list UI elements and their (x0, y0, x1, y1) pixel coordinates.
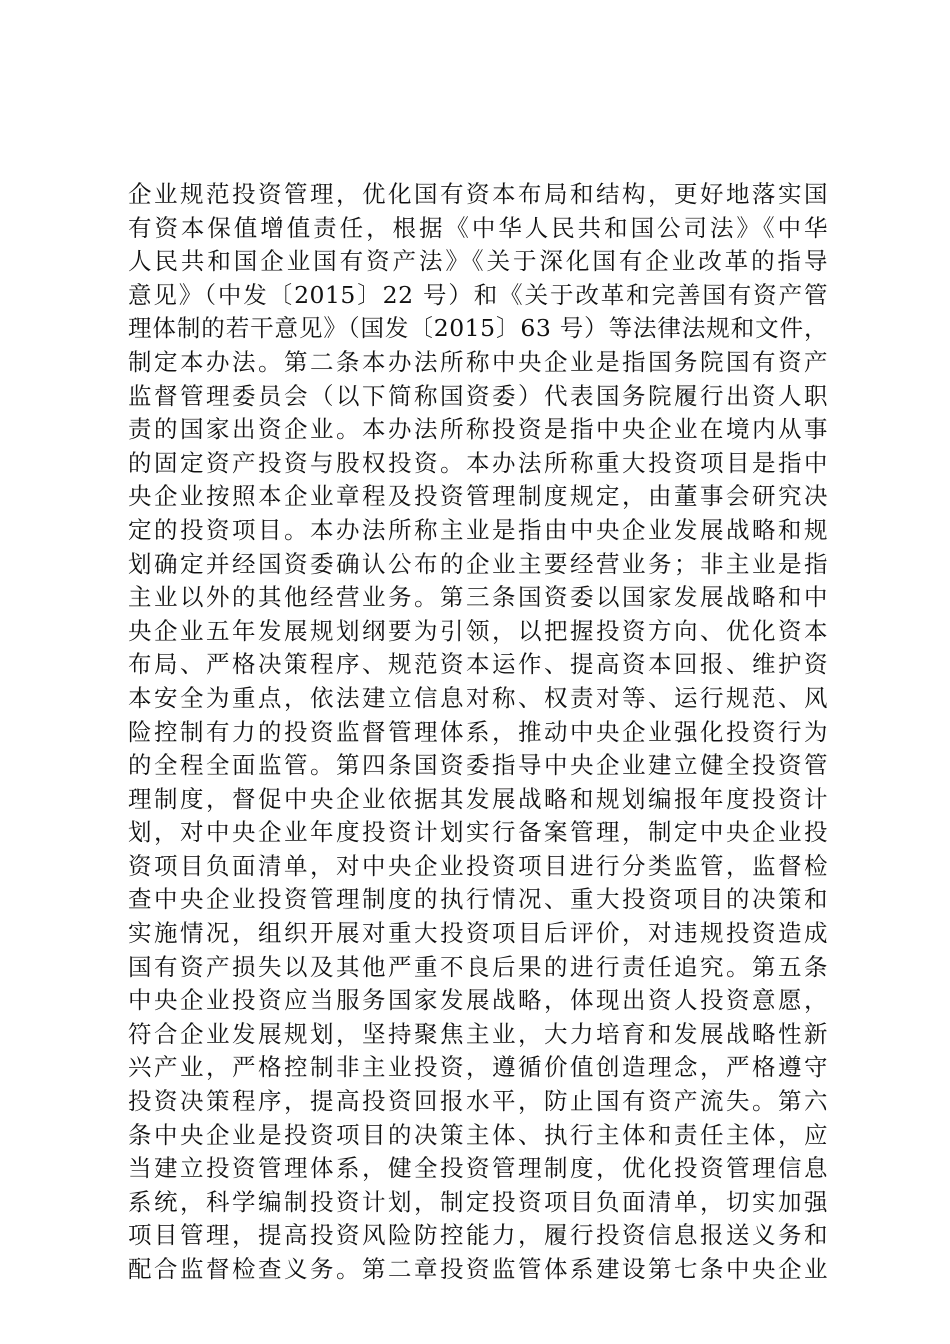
text-line: 配合监督检查义务。第二章投资监管体系建设第七条中央企业 (128, 1255, 828, 1283)
text-line: 符合企业发展规划，坚持聚焦主业，大力培育和发展战略性新 (128, 1019, 828, 1048)
text-line: 意见》（中发〔2015〕22 号）和《关于改革和完善国有资产管 (128, 280, 828, 309)
text-line: 人民共和国企业国有资产法》《关于深化国有企业改革的指导 (128, 247, 828, 276)
text-line: 制定本办法。第二条本办法所称中央企业是指国务院国有资产 (128, 347, 828, 376)
text-line: 中央企业投资应当服务国家发展战略，体现出资人投资意愿， (128, 986, 828, 1015)
text-line: 实施情况，组织开展对重大投资项目后评价，对违规投资造成 (128, 919, 828, 948)
text-line: 项目管理，提高投资风险防控能力，履行投资信息报送义务和 (128, 1221, 828, 1250)
text-line: 监督管理委员会（以下简称国资委）代表国务院履行出资人职 (128, 381, 828, 410)
text-line: 有资本保值增值责任，根据《中华人民共和国公司法》《中华 (128, 213, 828, 242)
text-line: 理体制的若干意见》（国发〔2015〕63 号）等法律法规和文件， (128, 314, 828, 343)
text-line: 划确定并经国资委确认公布的企业主要经营业务；非主业是指 (128, 549, 828, 578)
text-line: 央企业五年发展规划纲要为引领，以把握投资方向、优化资本 (128, 616, 828, 645)
text-line: 布局、严格决策程序、规范资本运作、提高资本回报、维护资 (128, 650, 828, 679)
text-line: 定的投资项目。本办法所称主业是指由中央企业发展战略和规 (128, 515, 828, 544)
text-line: 系统，科学编制投资计划，制定投资项目负面清单，切实加强 (128, 1187, 828, 1216)
text-line: 险控制有力的投资监督管理体系，推动中央企业强化投资行为 (128, 717, 828, 746)
text-line: 本安全为重点，依法建立信息对称、权责对等、运行规范、风 (128, 683, 828, 712)
text-line: 责的国家出资企业。本办法所称投资是指中央企业在境内从事 (128, 415, 828, 444)
text-line: 理制度，督促中央企业依据其发展战略和规划编报年度投资计 (128, 784, 828, 813)
text-line: 投资决策程序，提高投资回报水平，防止国有资产流失。第六 (128, 1087, 828, 1116)
text-line: 的全程全面监管。第四条国资委指导中央企业建立健全投资管 (128, 751, 828, 780)
text-line: 资项目负面清单，对中央企业投资项目进行分类监管，监督检 (128, 851, 828, 880)
text-line: 央企业按照本企业章程及投资管理制度规定，由董事会研究决 (128, 482, 828, 511)
text-line: 当建立投资管理体系，健全投资管理制度，优化投资管理信息 (128, 1154, 828, 1183)
text-line: 划，对中央企业年度投资计划实行备案管理，制定中央企业投 (128, 818, 828, 847)
text-line: 的固定资产投资与股权投资。本办法所称重大投资项目是指中 (128, 448, 828, 477)
text-line: 国有资产损失以及其他严重不良后果的进行责任追究。第五条 (128, 952, 828, 981)
text-line: 企业规范投资管理，优化国有资本布局和结构，更好地落实国 (128, 180, 828, 208)
body-text (128, 178, 828, 1287)
text-line: 查中央企业投资管理制度的执行情况、重大投资项目的决策和 (128, 885, 828, 914)
text-line: 兴产业，严格控制非主业投资，遵循价值创造理念，严格遵守 (128, 1053, 828, 1082)
text-line: 主业以外的其他经营业务。第三条国资委以国家发展战略和中 (128, 583, 828, 612)
text-line: 条中央企业是投资项目的决策主体、执行主体和责任主体，应 (128, 1120, 828, 1149)
